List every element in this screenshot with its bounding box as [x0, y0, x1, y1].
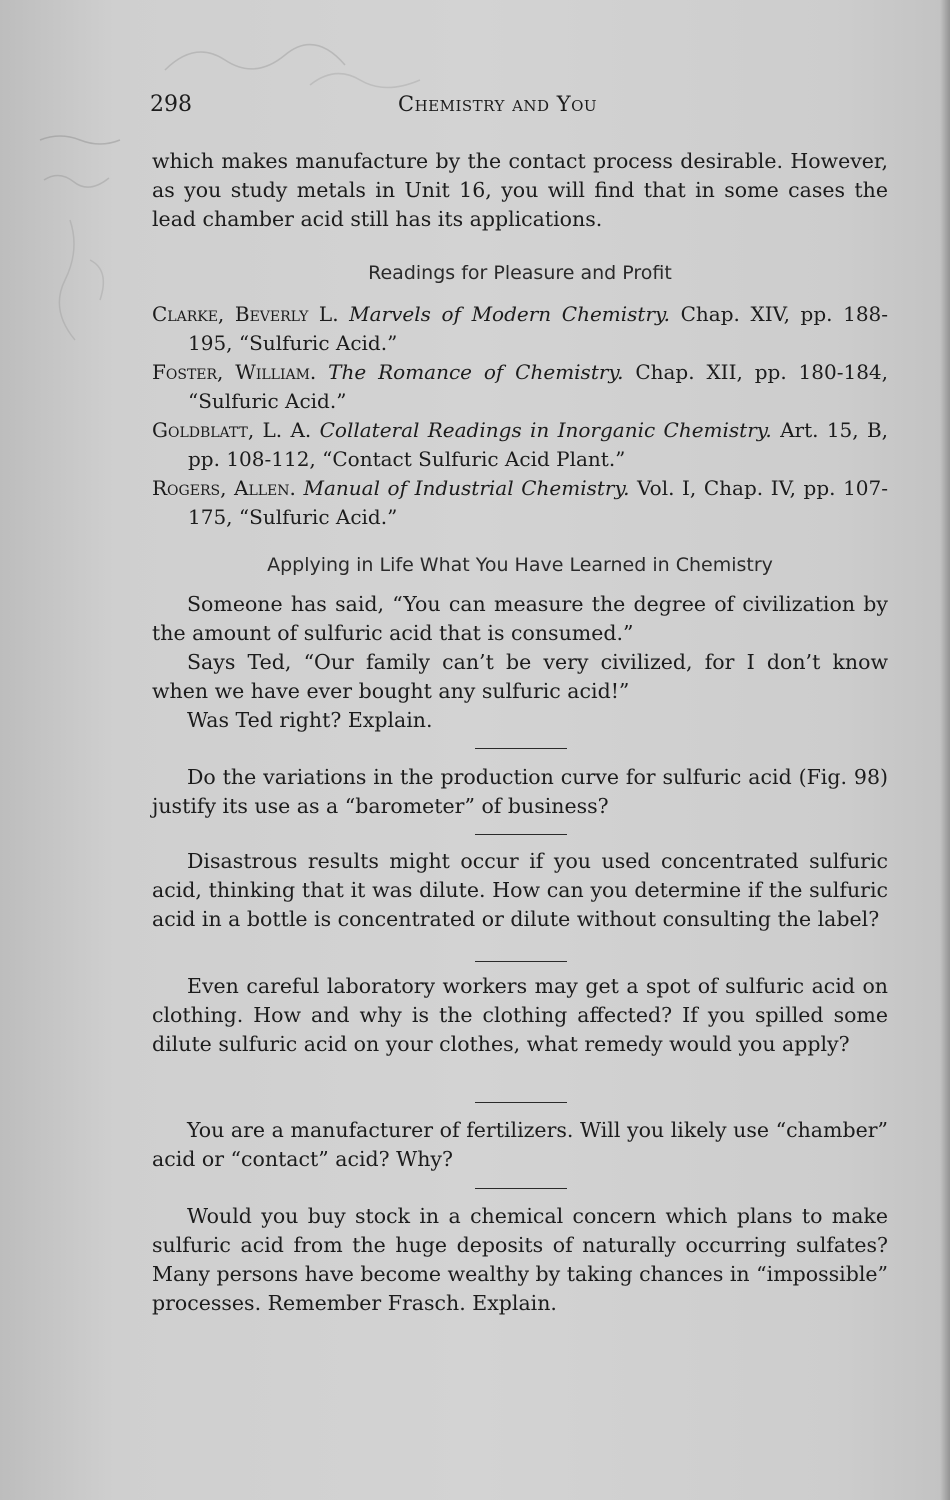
question-paragraph: Was Ted right? Explain.	[187, 708, 433, 732]
running-title: Chemistry and You	[398, 92, 598, 116]
question-paragraph: Says Ted, “Our family can’t be very civilized, for I don’t know when we have ever bought any sulfuric acid!”	[152, 650, 888, 703]
reading-author: Rogers, Allen.	[152, 476, 296, 500]
section-divider	[475, 1188, 567, 1189]
section-divider	[475, 961, 567, 962]
readings-heading: Readings for Pleasure and Profit	[368, 262, 672, 284]
intro-paragraph: which makes manufacture by the contact process desirable. However, as you study metals in Unit 16, you will find that in some cases the lead chamber acid still has its applications.	[152, 149, 888, 231]
reading-title: The Romance of Chemistry.	[328, 360, 624, 384]
reading-details: Chap. XIV, pp. 188-195, “Sulfuric Acid.”	[188, 302, 889, 355]
section-divider	[475, 1102, 567, 1103]
question-paragraph: Do the variations in the production curve for sulfuric acid (Fig. 98) justify its use as a “barometer” of business?	[152, 765, 888, 818]
reading-entry	[152, 416, 888, 474]
page-number: 298	[150, 92, 192, 117]
question-paragraph: You are a manufacturer of fertilizers. Will you likely use “chamber” acid or “contact” acid? Why?	[152, 1118, 888, 1171]
reading-title: Collateral Readings in Inorganic Chemistry.	[319, 418, 772, 442]
reading-title: Manual of Industrial Chemistry.	[303, 476, 630, 500]
question-paragraph: Disastrous results might occur if you used concentrated sulfuric acid, thinking that it was dilute. How can you determine if the sulfuric acid in a bottle is concentrated or dilute without consulting the label?	[152, 849, 888, 931]
reading-author: Clarke, Beverly L.	[152, 302, 339, 326]
reading-entry	[152, 474, 888, 532]
question-paragraph: Would you buy stock in a chemical concern which plans to make sulfuric acid from the huge deposits of naturally occurring sulfates? Many persons have become wealthy by taking chances in “impossible” processes. Remember Frasch. Explain.	[152, 1204, 888, 1315]
section-divider	[475, 748, 567, 749]
page-header	[150, 92, 890, 122]
pencil-scribble-icon	[30, 120, 140, 420]
reading-details: Art. 15, B, pp. 108-112, “Contact Sulfuric Acid Plant.”	[188, 418, 889, 471]
page-gutter-shadow	[940, 0, 950, 1500]
reading-author: Foster, William.	[152, 360, 317, 384]
section-divider	[475, 834, 567, 835]
reading-author: Goldblatt, L. A.	[152, 418, 312, 442]
question-paragraph: Someone has said, “You can measure the degree of civilization by the amount of sulfuric acid that is consumed.”	[152, 592, 888, 645]
reading-details: Chap. XII, pp. 180-184, “Sulfuric Acid.”	[188, 360, 889, 413]
margin-pencil-marks	[30, 120, 140, 420]
reading-entry	[152, 300, 888, 358]
top-pencil-marks	[160, 30, 500, 90]
question-paragraph: Even careful laboratory workers may get a spot of sulfuric acid on clothing. How and why is the clothing affected? If you spilled some dilute sulfuric acid on your clothes, what remedy would you apply?	[152, 974, 888, 1056]
reading-entry	[152, 358, 888, 416]
applying-heading: Applying in Life What You Have Learned in Chemistry	[267, 554, 773, 576]
reading-details: Vol. I, Chap. IV, pp. 107-175, “Sulfuric Acid.”	[188, 476, 888, 529]
reading-title: Marvels of Modern Chemistry.	[349, 302, 671, 326]
pencil-scribble-icon	[160, 30, 500, 90]
